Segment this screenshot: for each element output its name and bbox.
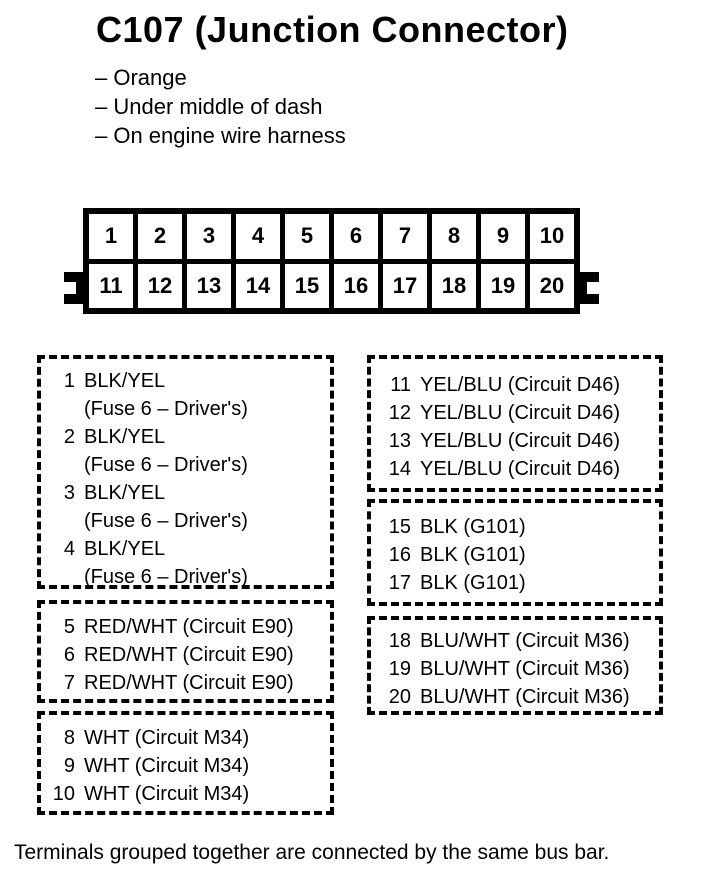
connector-pin: 14 — [236, 264, 280, 309]
wire-note: (Fuse 6 – Driver's) — [84, 510, 248, 532]
connector-pin: 6 — [334, 214, 378, 259]
terminal-group-15-17 — [367, 499, 663, 606]
connector-pin: 20 — [530, 264, 574, 309]
terminal-number: 20 — [388, 686, 411, 708]
terminal-number: 8 — [63, 727, 75, 749]
terminal-number: 6 — [63, 644, 75, 666]
wire-label: BLK/YEL — [84, 370, 166, 392]
wire-label: RED/WHT (Circuit E90) — [84, 644, 294, 666]
connector-pin: 5 — [285, 214, 329, 259]
wire-note: (Fuse 6 – Driver's) — [84, 454, 248, 476]
wire-label: BLK (G101) — [420, 572, 526, 594]
connector-pin: 13 — [187, 264, 231, 309]
wire-label: BLU/WHT (Circuit M36) — [420, 658, 630, 680]
terminal-number: 10 — [52, 783, 75, 805]
detail-item-color: – Orange — [95, 65, 187, 90]
connector-pin: 18 — [432, 264, 476, 309]
terminal-group-5-7 — [37, 600, 334, 703]
wire-label: WHT (Circuit M34) — [84, 783, 250, 805]
terminal-number: 9 — [63, 755, 75, 777]
terminal-number: 11 — [390, 374, 411, 396]
connector-diagram — [83, 208, 580, 314]
wire-label: WHT (Circuit M34) — [84, 755, 250, 777]
connector-details — [95, 63, 346, 150]
wire-note: (Fuse 6 – Driver's) — [84, 566, 248, 588]
wire-label: BLK/YEL — [84, 538, 166, 560]
connector-pin: 2 — [138, 214, 182, 259]
wire-label: YEL/BLU (Circuit D46) — [420, 458, 621, 480]
wire-label: BLK (G101) — [420, 516, 526, 538]
connector-pin: 3 — [187, 214, 231, 259]
wire-note: (Fuse 6 – Driver's) — [84, 398, 248, 420]
wire-label: BLU/WHT (Circuit M36) — [420, 686, 630, 708]
latch-notch — [587, 282, 599, 294]
terminal-number: 7 — [63, 672, 75, 694]
connector-pin: 1 — [89, 214, 133, 259]
terminal-number: 13 — [388, 430, 411, 452]
connector-pin: 19 — [481, 264, 525, 309]
connector-pin: 17 — [383, 264, 427, 309]
terminal-number: 15 — [388, 516, 411, 538]
terminal-number: 5 — [63, 616, 75, 638]
detail-item-harness: – On engine wire harness — [95, 123, 346, 148]
connector-pin: 12 — [138, 264, 182, 309]
latch-notch — [64, 282, 76, 294]
terminal-number: 12 — [388, 402, 411, 424]
wire-label: YEL/BLU (Circuit D46) — [420, 402, 621, 424]
connector-pin: 8 — [432, 214, 476, 259]
connector-pin: 11 — [89, 264, 133, 309]
terminal-number: 19 — [388, 658, 411, 680]
wire-label: YEL/BLU (Circuit D46) — [420, 374, 621, 396]
wire-label: RED/WHT (Circuit E90) — [84, 672, 294, 694]
connector-latch-left — [64, 272, 86, 304]
terminal-group-1-4 — [37, 355, 334, 589]
terminal-group-18-20 — [367, 616, 663, 715]
terminal-number: 14 — [388, 458, 411, 480]
terminal-number: 16 — [388, 544, 411, 566]
connector-pin: 9 — [481, 214, 525, 259]
terminal-number: 2 — [63, 426, 75, 448]
detail-item-location: – Under middle of dash — [95, 94, 323, 119]
terminal-group-8-10 — [37, 711, 334, 815]
terminal-number: 3 — [63, 482, 75, 504]
connector-pin: 16 — [334, 264, 378, 309]
wire-label: WHT (Circuit M34) — [84, 727, 250, 749]
wire-label: YEL/BLU (Circuit D46) — [420, 430, 621, 452]
terminal-number: 4 — [63, 538, 75, 560]
terminal-number: 1 — [63, 370, 75, 392]
wire-label: BLU/WHT (Circuit M36) — [420, 630, 630, 652]
connector-pin: 15 — [285, 264, 329, 309]
wire-label: BLK (G101) — [420, 544, 526, 566]
footer-note: Terminals grouped together are connected by the same bus bar. — [14, 841, 610, 864]
wire-label: BLK/YEL — [84, 426, 166, 448]
wire-label: BLK/YEL — [84, 482, 166, 504]
connector-latch-right — [577, 272, 599, 304]
connector-pin: 7 — [383, 214, 427, 259]
connector-pin: 4 — [236, 214, 280, 259]
terminal-number: 17 — [388, 572, 411, 594]
terminal-number: 18 — [388, 630, 411, 652]
terminal-group-11-14 — [367, 355, 663, 492]
wire-label: RED/WHT (Circuit E90) — [84, 616, 294, 638]
page-title: C107 (Junction Connector) — [96, 9, 569, 50]
connector-pin: 10 — [530, 214, 574, 259]
